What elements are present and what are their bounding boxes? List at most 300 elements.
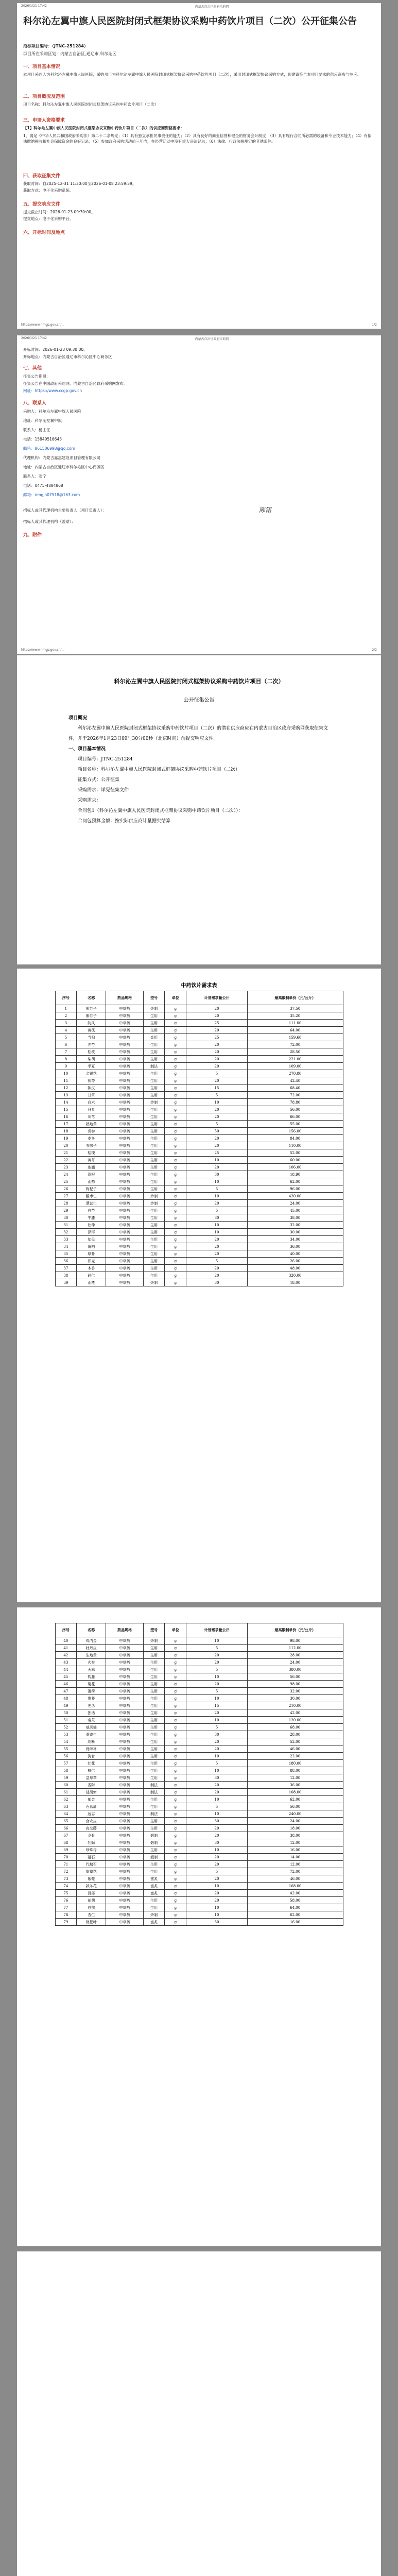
table-row (55, 1185, 343, 1193)
table-cell: 生用 (143, 1760, 165, 1767)
table-cell: 63 (55, 1803, 77, 1810)
notice-title: 科尔沁左翼中旗人民医院封闭式框架协议采购中药饮片项目（二次）公开征集公告 (23, 16, 357, 27)
table-cell: 中草药 (106, 1070, 143, 1077)
table-cell: 16 (55, 1113, 77, 1121)
table-cell: g (165, 1149, 186, 1157)
table-cell: 5 (186, 1645, 248, 1652)
table-cell: 炒制 (143, 1193, 165, 1200)
table-cell: 5 (186, 1688, 248, 1695)
page-url[interactable]: https://www.nmgp.gov.cn/... (21, 323, 65, 327)
table-row (55, 1034, 343, 1041)
print-header (21, 4, 377, 9)
overview-heading: 项目概况 (68, 716, 88, 721)
table-cell: g (165, 1825, 186, 1832)
table-cell: 枇杷叶 (77, 1919, 106, 1926)
table-cell: 66 (55, 1825, 77, 1832)
table-cell: 62.00 (247, 1796, 343, 1803)
table-row (55, 1846, 343, 1854)
table-cell: 益母草 (77, 1774, 106, 1782)
table-cell: 中草药 (106, 1207, 143, 1214)
table-cell: g (165, 1092, 186, 1099)
section-1-heading: 一、项目基本情况 (23, 64, 61, 70)
table-cell: 生用 (143, 1185, 165, 1193)
table-cell: 20 (186, 1200, 248, 1207)
table-cell: 7 (55, 1048, 77, 1056)
table-cell: 杜仲 (77, 1222, 106, 1229)
table-cell: 5 (186, 1207, 248, 1214)
table-cell: 中草药 (106, 1782, 143, 1789)
section-2-text: 项目名称：科尔沁左翼中旗人民医院封闭式框架协议采购中药饮片项目（二次） (23, 102, 159, 107)
table-cell: 中草药 (106, 1839, 143, 1846)
table-cell: 中草药 (106, 1272, 143, 1279)
table-cell: 中草药 (106, 1113, 143, 1121)
table-row (55, 1818, 343, 1825)
table-title: 中药饮片需求表 (181, 983, 217, 989)
table-cell: 270.80 (247, 1070, 343, 1077)
table-cell: 石菖蒲 (77, 1803, 106, 1810)
table-cell: 69 (55, 1846, 77, 1854)
table-cell: 炒制 (143, 1911, 165, 1919)
table-cell: 远志 (77, 1810, 106, 1818)
column-header: 单位 (165, 991, 186, 1005)
document-title: 科尔沁左翼中旗人民医院封闭式框架协议采购中药饮片项目（二次） (114, 678, 284, 685)
table-cell: 1 (55, 1005, 77, 1012)
table-row (55, 1005, 343, 1012)
table-cell: 12 (55, 1084, 77, 1092)
table-row (55, 1810, 343, 1818)
table-cell: 24.00 (247, 1659, 343, 1666)
table-cell: 42.00 (247, 1709, 343, 1717)
table-cell: 知母 (77, 1236, 106, 1243)
table-cell: 中草药 (106, 1020, 143, 1027)
table-cell: 156.00 (247, 1128, 343, 1135)
demand-table (55, 991, 343, 1286)
table-row (55, 1717, 343, 1724)
table-row (55, 1149, 343, 1157)
table-cell: 68.40 (247, 1084, 343, 1092)
table-cell: 240.00 (247, 1810, 343, 1818)
table-cell: 桑寄生 (77, 1731, 106, 1738)
table-cell: 紫苏子 (77, 1005, 106, 1012)
table-cell: 生用 (143, 1077, 165, 1084)
table-cell: 56.00 (247, 1673, 343, 1681)
table-cell: 64.00 (247, 1904, 343, 1911)
table-cell: 23 (55, 1164, 77, 1171)
table-cell: 25 (186, 1020, 248, 1027)
table-cell: 生用 (143, 1128, 165, 1135)
table-cell: 生用 (143, 1250, 165, 1258)
table-row (55, 1178, 343, 1185)
table-cell: 蜜炙 (143, 1875, 165, 1883)
table-cell: 煅制 (143, 1854, 165, 1861)
table-cell: g (165, 1258, 186, 1265)
page-number: 2/2 (372, 648, 377, 652)
table-cell: 30.00 (247, 1695, 343, 1702)
table-row (55, 1207, 343, 1214)
table-cell: 生用 (143, 1666, 165, 1673)
table-cell: 中草药 (106, 1164, 143, 1171)
table-cell: 生用 (143, 1861, 165, 1868)
table-cell: g (165, 1846, 186, 1854)
table-cell: 40 (55, 1637, 77, 1645)
project-no: 招标项目编号：（JTNC-251284） (23, 44, 88, 48)
table-row (55, 1250, 343, 1258)
table-cell: 延胡索 (77, 1789, 106, 1796)
table-cell: 生用 (143, 1070, 165, 1077)
table-cell: 蜜炙 (143, 1883, 165, 1890)
column-header: 药品规格 (106, 991, 143, 1005)
table-cell: g (165, 1731, 186, 1738)
table-cell: g (165, 1839, 186, 1846)
table-cell: 中草药 (106, 1695, 143, 1702)
table-row (55, 1673, 343, 1681)
table-cell: 11 (55, 1077, 77, 1084)
table-cell: 紫菀 (77, 1875, 106, 1883)
table-cell: g (165, 1034, 186, 1041)
table-cell: 中草药 (106, 1796, 143, 1803)
table-cell: 中草药 (106, 1818, 143, 1825)
table-cell: 5 (186, 1070, 248, 1077)
table-cell: 20 (186, 1041, 248, 1048)
table-cell: 炒制 (143, 1637, 165, 1645)
table-cell: g (165, 1810, 186, 1818)
column-header: 最高限制单价（元/公斤） (247, 1623, 343, 1637)
table-cell: g (165, 1250, 186, 1258)
table-cell: 生用 (143, 1738, 165, 1745)
table-row (55, 1135, 343, 1142)
table-cell: 16.00 (247, 1846, 343, 1854)
table-cell: 中草药 (106, 1077, 143, 1084)
table-cell: 55.00 (247, 1121, 343, 1128)
table-cell: 111.00 (247, 1020, 343, 1027)
table-cell: 12.00 (247, 1774, 343, 1782)
table-cell: 薄荷 (77, 1688, 106, 1695)
table-cell: 羌活 (77, 1702, 106, 1709)
table-cell: 生用 (143, 1084, 165, 1092)
table-cell: 15 (186, 1084, 248, 1092)
site-name: 内蒙古自治区政府采购网 (195, 337, 229, 341)
table-cell: 生用 (143, 1106, 165, 1113)
table-cell: 28.00 (247, 1652, 343, 1659)
table-cell: 中草药 (106, 1041, 143, 1048)
table-cell: 中草药 (106, 1178, 143, 1185)
column-header: 型号 (143, 991, 165, 1005)
table-cell: g (165, 1659, 186, 1666)
table-cell: 中草药 (106, 1803, 143, 1810)
agency-contact: 联系人：张宁 (23, 474, 46, 479)
table-cell: 68 (55, 1839, 77, 1846)
table-cell: 生用 (143, 1818, 165, 1825)
table-cell: 中草药 (106, 1185, 143, 1193)
table-cell: 5 (186, 1258, 248, 1265)
table-row (55, 1222, 343, 1229)
section-3-heading: 三、申请人资格要求 (23, 118, 65, 123)
table-cell: 中草药 (106, 1875, 143, 1883)
table-cell: 款冬花 (77, 1883, 106, 1890)
table-cell: 中草药 (106, 1048, 143, 1056)
signature: 陈铭 (259, 506, 272, 514)
table-cell: 20 (186, 1135, 248, 1142)
table-cell: 20 (186, 1875, 248, 1883)
table-cell: g (165, 1077, 186, 1084)
table-cell: 木香 (77, 1265, 106, 1272)
table-cell: 35 (55, 1250, 77, 1258)
table-row (55, 1020, 343, 1027)
table-cell: 生地黄 (77, 1652, 106, 1659)
table-cell: 71 (55, 1861, 77, 1868)
table-row (55, 1702, 343, 1709)
table-cell: 生用 (143, 1121, 165, 1128)
table-cell: 20 (186, 1243, 248, 1250)
table-cell: 20 (186, 1854, 248, 1861)
table-row (55, 1695, 343, 1702)
table-cell: 紫苏子 (77, 1012, 106, 1020)
table-cell: 28.00 (247, 1731, 343, 1738)
table-row (55, 1279, 343, 1286)
table-cell: 生用 (143, 1846, 165, 1854)
table-cell: 葛根 (77, 1171, 106, 1178)
table-cell: 旋覆花 (77, 1868, 106, 1875)
table-cell: 31 (55, 1222, 77, 1229)
table-cell: 中草药 (106, 1868, 143, 1875)
table-row (55, 1753, 343, 1760)
table-cell: 中草药 (106, 1279, 143, 1286)
table-cell: 52.00 (247, 1738, 343, 1745)
table-cell: 生用 (143, 1659, 165, 1666)
table-cell: 生用 (143, 1753, 165, 1760)
table-cell: 68.00 (247, 1724, 343, 1731)
table-cell: 柴胡 (77, 1056, 106, 1063)
table-cell: 60.00 (247, 1157, 343, 1164)
table-cell: 生用 (143, 1681, 165, 1688)
table-row (55, 1012, 343, 1020)
table-cell: 中草药 (106, 1911, 143, 1919)
table-cell: 59 (55, 1774, 77, 1782)
table-cell: 生用 (143, 1164, 165, 1171)
table-cell: 32.00 (247, 1222, 343, 1229)
table-cell: 山药 (77, 1178, 106, 1185)
table-cell: g (165, 1666, 186, 1673)
table-cell: 72 (55, 1868, 77, 1875)
table-cell: 生用 (143, 1214, 165, 1222)
table-cell: 38.00 (247, 1832, 343, 1839)
section-3-requirements: 1、满足《中华人民共和国政府采购法》第二十二条规定；（1）具有独立承担民事责任的能力；（2）具有良好的商业信誉和健全的财务会计制度；（3）具有履行合同所必需的设备和专业技术能力；（4）有依法缴纳税收和社会保障资金的良好记录；（5）参加政府采购活动前三年内，在经营活动中没有重大违法记录；（6）法律、行政法规规定的其他条件。 (23, 133, 372, 144)
table-cell: 中草药 (106, 1099, 143, 1106)
table-cell: 磁石 (77, 1854, 106, 1861)
website-link[interactable]: 网址：https://www.ccgp.gov.cn (23, 388, 82, 393)
table-cell: 中草药 (106, 1666, 143, 1673)
table-row (55, 1861, 343, 1868)
table-row (55, 1171, 343, 1178)
table-cell: 21 (55, 1149, 77, 1157)
table-cell: 50 (55, 1709, 77, 1717)
table-cell: 赤芍 (77, 1041, 106, 1048)
table-cell: 45 (55, 1673, 77, 1681)
table-cell: 15 (186, 1702, 248, 1709)
agency-address: 地址：内蒙古自治区通辽市科尔沁区中心商务区 (23, 465, 105, 469)
table-cell: 64 (55, 1810, 77, 1818)
table-cell: 生用 (143, 1868, 165, 1875)
table-row (55, 1796, 343, 1803)
table-row (55, 1142, 343, 1149)
table-cell: 30 (186, 1839, 248, 1846)
table-cell: 52 (55, 1724, 77, 1731)
table-cell: 生用 (143, 1702, 165, 1709)
table-cell: g (165, 1178, 186, 1185)
table-cell: g (165, 1229, 186, 1236)
table-cell: 40.00 (247, 1250, 343, 1258)
table-cell: g (165, 1717, 186, 1724)
table-cell: 中草药 (106, 1056, 143, 1063)
table-cell: 20 (186, 1272, 248, 1279)
table-cell: 陈皮 (77, 1084, 106, 1092)
table-row (55, 1724, 343, 1731)
table-row (55, 1258, 343, 1265)
budget-amount: 合同包预算金额：按实际供应商计量据实结算 (78, 819, 171, 824)
table-cell: 159.60 (247, 1034, 343, 1041)
table-cell: g (165, 1818, 186, 1825)
table-cell: 中草药 (106, 1171, 143, 1178)
table-cell: 10 (186, 1846, 248, 1854)
table-cell: 蜜炙 (143, 1890, 165, 1897)
table-row (55, 1731, 343, 1738)
table-cell: 30 (186, 1171, 248, 1178)
table-cell: 30 (186, 1774, 248, 1782)
table-cell: 生用 (143, 1142, 165, 1149)
section-3-text: 【1】科尔沁左翼中旗人民医院封闭式框架协议采购中药饮片项目（二次）的供应商资格要求： (23, 126, 184, 130)
table-row (55, 1904, 343, 1911)
table-cell: g (165, 1753, 186, 1760)
table-cell: 65 (55, 1818, 77, 1825)
table-cell: 白前 (77, 1904, 106, 1911)
table-cell: 18.00 (247, 1279, 343, 1286)
table-cell: 煅制 (143, 1839, 165, 1846)
table-cell: 58.00 (247, 1897, 343, 1904)
table-cell: 鸡内金 (77, 1637, 106, 1645)
table-cell: g (165, 1164, 186, 1171)
table-row (55, 1666, 343, 1673)
table-cell: 20 (186, 1106, 248, 1113)
table-cell: 续断 (77, 1738, 106, 1745)
table-cell: 黄柏 (77, 1243, 106, 1250)
table-cell: g (165, 1135, 186, 1142)
purchaser-address: 地址：科尔沁左翼中旗 (23, 418, 62, 423)
table-cell: 中草药 (106, 1063, 143, 1070)
table-cell: 五味子 (77, 1142, 106, 1149)
table-cell: 中草药 (106, 1034, 143, 1041)
section-7-heading: 七、其他 (23, 366, 42, 371)
table-cell: 76 (55, 1897, 77, 1904)
table-cell: 66.00 (247, 1113, 343, 1121)
section-4-heading: 四、获取征集文件 (23, 174, 61, 179)
table-row (55, 1236, 343, 1243)
table-cell: 39 (55, 1279, 77, 1286)
table-cell: 112.00 (247, 1645, 343, 1652)
table-cell: 30 (186, 1214, 248, 1222)
table-cell: 中草药 (106, 1731, 143, 1738)
table-cell: 生用 (143, 1904, 165, 1911)
table-cell: 中草药 (106, 1243, 143, 1250)
table-cell: 10 (186, 1099, 248, 1106)
table-cell: 制法 (143, 1063, 165, 1070)
section-1-text: 本项目采购人为科尔沁左翼中旗人民医院，采购项目为科尔沁左翼中旗人民医院封闭式框架协议采购中药饮片项目（二次），采用封闭式框架协议采购方式，现邀请符合本项目要求的供应商参与响应。 (23, 72, 361, 77)
table-cell: 20 (55, 1142, 77, 1149)
column-header: 型号 (143, 1623, 165, 1637)
table-cell: 中草药 (106, 1753, 143, 1760)
table-cell: 生用 (143, 1258, 165, 1265)
table-row (55, 1027, 343, 1034)
print-header (21, 336, 377, 341)
table-cell: 中草药 (106, 1637, 143, 1645)
table-cell: g (165, 1185, 186, 1193)
table-cell: 72.00 (247, 1868, 343, 1875)
table-cell: 5 (186, 1092, 248, 1099)
table-cell: 10 (186, 1883, 248, 1890)
table-cell: 32.00 (247, 1688, 343, 1695)
table-cell: 20 (186, 1890, 248, 1897)
table-cell: g (165, 1222, 186, 1229)
table-cell: g (165, 1760, 186, 1767)
table-cell: 20 (186, 1265, 248, 1272)
table-cell: 中草药 (106, 1861, 143, 1868)
table-cell: 5 (186, 1760, 248, 1767)
table-cell: 70 (55, 1854, 77, 1861)
table-row (55, 1919, 343, 1926)
table-cell: 20 (186, 1652, 248, 1659)
table-cell: 生用 (143, 1767, 165, 1774)
table-row (55, 1774, 343, 1782)
table-cell: 中草药 (106, 1724, 143, 1731)
table-cell: 生用 (143, 1092, 165, 1099)
table-cell: g (165, 1236, 186, 1243)
purchaser-email[interactable]: 邮箱：861506998@qq.com (23, 446, 75, 451)
table-cell: 120.00 (247, 1717, 343, 1724)
table-cell: 46.00 (247, 1745, 343, 1753)
table-cell: g (165, 1142, 186, 1149)
agency-email[interactable]: 邮箱：nmgjh07518@163.com (23, 493, 80, 497)
table-row (55, 1265, 343, 1272)
table-cell: 20 (186, 1861, 248, 1868)
table-cell: 22.00 (247, 1753, 343, 1760)
table-cell: 36.00 (247, 1243, 343, 1250)
demand-summary: 采购需求：详见征集文件 (78, 788, 129, 793)
table-cell: 30 (55, 1214, 77, 1222)
table-cell: 生用 (143, 1709, 165, 1717)
table-cell: 46 (55, 1681, 77, 1688)
table-cell: 20 (186, 1164, 248, 1171)
table-cell: 30 (186, 1279, 248, 1286)
table-cell: g (165, 1645, 186, 1652)
table-cell: g (165, 1767, 186, 1774)
project-number: 项目编号：JTNC-251284 (78, 757, 133, 762)
table-cell: 桂枝 (77, 1048, 106, 1056)
signature-label: 招标人或其代理机构主要负责人（项目负责人）： (23, 508, 107, 513)
table-cell: 10 (186, 1637, 248, 1645)
table-cell: 78.80 (247, 1099, 343, 1106)
table-cell: 煅制 (143, 1832, 165, 1839)
table-cell: 黄芪 (77, 1027, 106, 1034)
table-cell: 28.50 (247, 1048, 343, 1056)
table-cell: 独活 (77, 1709, 106, 1717)
table-cell: 109.00 (247, 1063, 343, 1070)
table-cell: 生用 (143, 1803, 165, 1810)
table-cell: 生用 (143, 1774, 165, 1782)
table-cell: g (165, 1200, 186, 1207)
purchaser-contact: 联系人：杨主任 (23, 428, 50, 432)
table-cell: 炒制 (143, 1099, 165, 1106)
page-url[interactable]: https://www.nmgp.gov.cn/... (21, 648, 65, 652)
table-cell: g (165, 1084, 186, 1092)
